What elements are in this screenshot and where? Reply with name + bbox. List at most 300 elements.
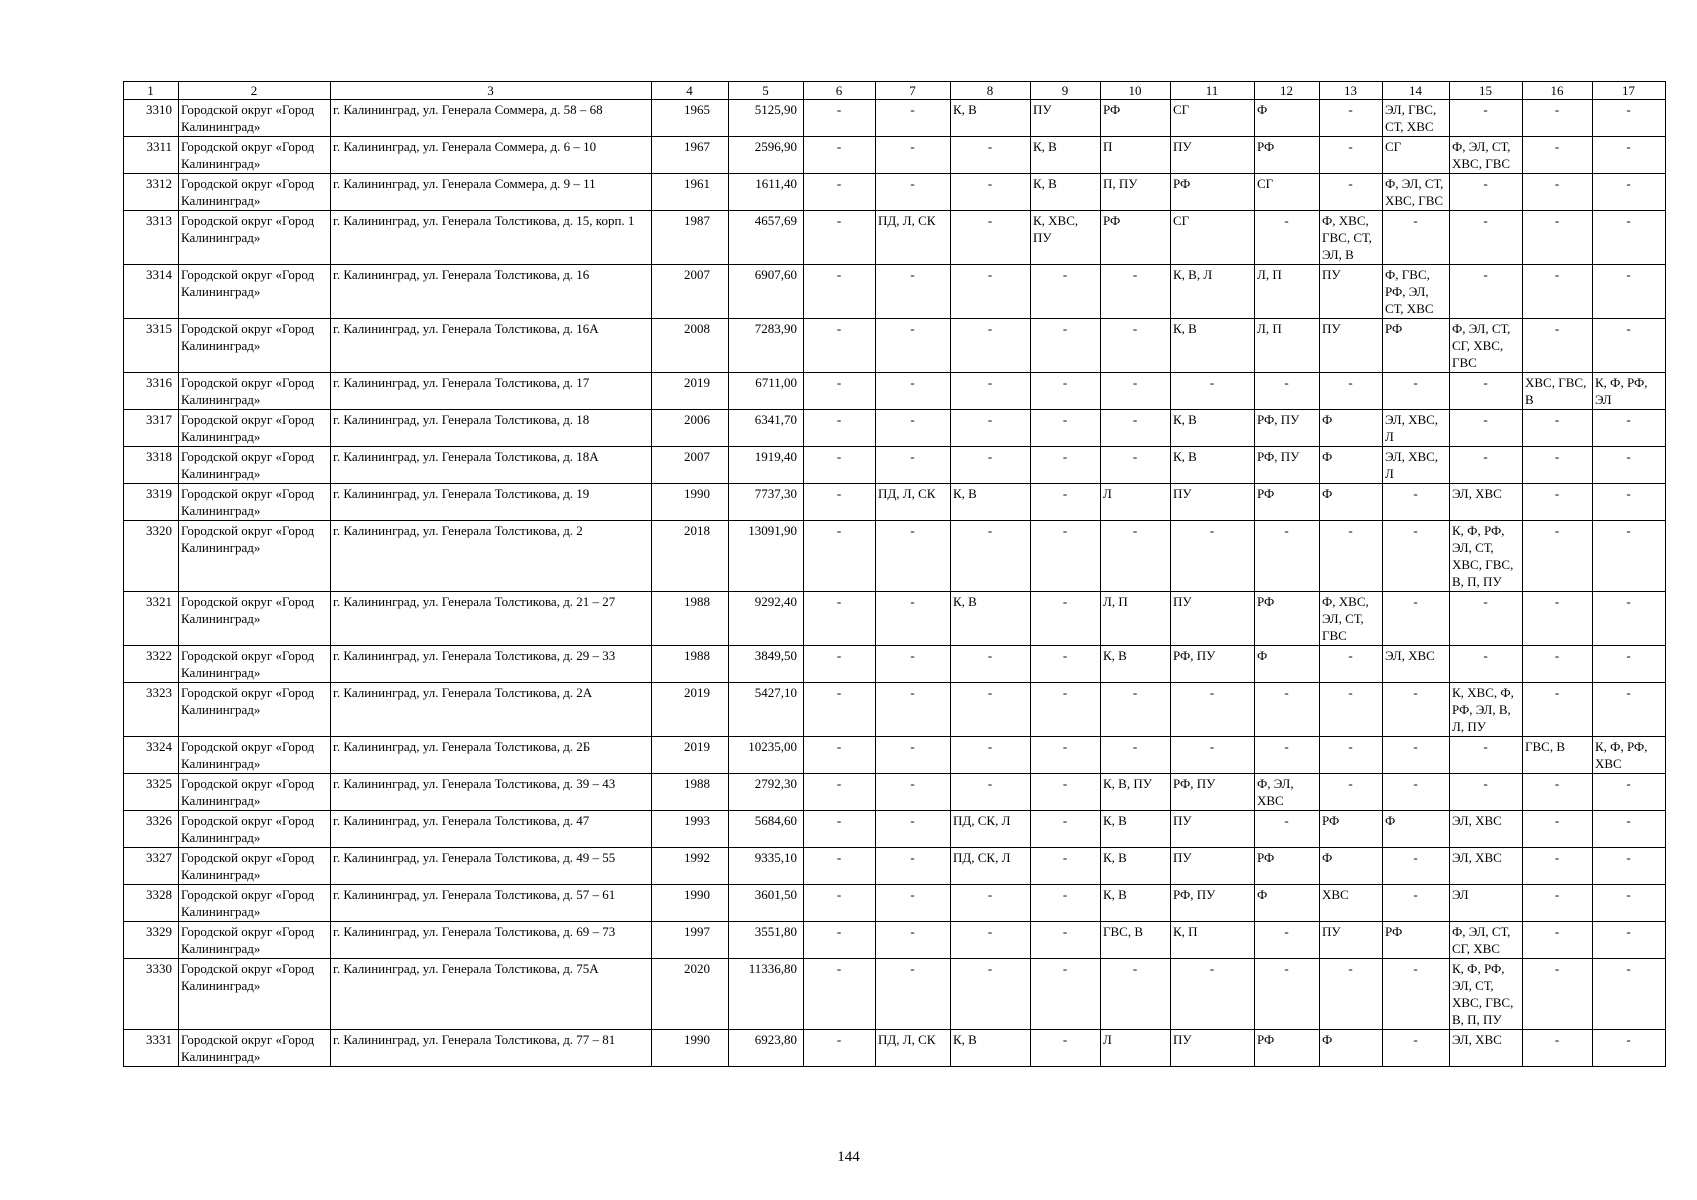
table-cell: - bbox=[1383, 774, 1450, 811]
table-cell: - bbox=[1320, 683, 1383, 737]
table-cell: 3331 bbox=[124, 1030, 179, 1067]
table-cell: 1990 bbox=[652, 1030, 729, 1067]
column-number: 12 bbox=[1255, 82, 1320, 100]
table-cell: - bbox=[1523, 646, 1593, 683]
table-cell: ЭЛ, ХВС bbox=[1450, 848, 1523, 885]
table-cell: РФ, ПУ bbox=[1255, 410, 1320, 447]
table-cell: - bbox=[1255, 211, 1320, 265]
table-cell: - bbox=[1523, 811, 1593, 848]
table-cell: К, В bbox=[951, 592, 1031, 646]
column-number: 7 bbox=[876, 82, 951, 100]
table-cell: - bbox=[1031, 959, 1101, 1030]
table-cell: г. Калининград, ул. Генерала Толстикова, д. 18 bbox=[331, 410, 652, 447]
table-cell: - bbox=[951, 211, 1031, 265]
table-cell: Л bbox=[1101, 1030, 1171, 1067]
table-row bbox=[124, 848, 1666, 885]
table-cell: Л, П bbox=[1101, 592, 1171, 646]
table-cell: Ф, ЭЛ, ХВС bbox=[1255, 774, 1320, 811]
table-cell: - bbox=[1450, 737, 1523, 774]
table-cell: - bbox=[951, 885, 1031, 922]
table-cell: - bbox=[1031, 885, 1101, 922]
table-cell: - bbox=[876, 592, 951, 646]
table-cell: - bbox=[1593, 774, 1666, 811]
table-cell: - bbox=[1031, 373, 1101, 410]
table-cell: - bbox=[1450, 265, 1523, 319]
table-cell: ПД, Л, СК bbox=[876, 484, 951, 521]
table-row bbox=[124, 447, 1666, 484]
table-cell: 3311 bbox=[124, 137, 179, 174]
table-cell: ПУ bbox=[1320, 922, 1383, 959]
table-cell: К, В bbox=[1171, 447, 1255, 484]
table-cell: РФ bbox=[1255, 137, 1320, 174]
table-cell: - bbox=[1255, 737, 1320, 774]
table-cell: - bbox=[1031, 319, 1101, 373]
table-cell: - bbox=[876, 774, 951, 811]
table-cell: 3601,50 bbox=[729, 885, 804, 922]
table-cell: - bbox=[1593, 646, 1666, 683]
table-cell: 7283,90 bbox=[729, 319, 804, 373]
table-row bbox=[124, 484, 1666, 521]
table-cell: г. Калининград, ул. Генерала Толстикова, д. 29 – 33 bbox=[331, 646, 652, 683]
table-cell: Городской округ «Город Калининград» bbox=[179, 592, 331, 646]
table-cell: - bbox=[804, 811, 876, 848]
table-cell: - bbox=[1255, 373, 1320, 410]
table-cell: РФ bbox=[1255, 1030, 1320, 1067]
table-cell: РФ bbox=[1101, 211, 1171, 265]
table-cell: 2019 bbox=[652, 373, 729, 410]
table-cell: ПД, Л, СК bbox=[876, 211, 951, 265]
table-cell: Городской округ «Город Калининград» bbox=[179, 484, 331, 521]
table-cell: г. Калининград, ул. Генерала Толстикова, д. 75А bbox=[331, 959, 652, 1030]
table-cell: - bbox=[1101, 265, 1171, 319]
table-cell: г. Калининград, ул. Генерала Толстикова, д. 39 – 43 bbox=[331, 774, 652, 811]
table-cell: г. Калининград, ул. Генерала Толстикова, д. 16 bbox=[331, 265, 652, 319]
table-cell: - bbox=[876, 319, 951, 373]
table-cell: - bbox=[1450, 373, 1523, 410]
table-cell: - bbox=[1031, 811, 1101, 848]
table-cell: ПУ bbox=[1031, 100, 1101, 137]
table-cell: - bbox=[951, 265, 1031, 319]
table-cell: 6923,80 bbox=[729, 1030, 804, 1067]
table-cell: Городской округ «Город Калининград» bbox=[179, 100, 331, 137]
table-cell: 3329 bbox=[124, 922, 179, 959]
table-cell: 1988 bbox=[652, 774, 729, 811]
table-cell: - bbox=[1031, 848, 1101, 885]
table-cell: - bbox=[1383, 373, 1450, 410]
table-cell: ПУ bbox=[1171, 137, 1255, 174]
table-cell: - bbox=[1523, 683, 1593, 737]
table-cell: - bbox=[951, 683, 1031, 737]
table-row bbox=[124, 1030, 1666, 1067]
table-cell: - bbox=[1383, 737, 1450, 774]
table-cell: К, ХВС, Ф, РФ, ЭЛ, В, Л, ПУ bbox=[1450, 683, 1523, 737]
table-cell: - bbox=[1593, 885, 1666, 922]
table-cell: - bbox=[951, 373, 1031, 410]
table-cell: 3310 bbox=[124, 100, 179, 137]
table-cell: г. Калининград, ул. Генерала Толстикова, д. 47 bbox=[331, 811, 652, 848]
table-cell: - bbox=[1523, 848, 1593, 885]
table-cell: - bbox=[804, 646, 876, 683]
table-cell: - bbox=[1523, 774, 1593, 811]
table-cell: - bbox=[951, 737, 1031, 774]
table-cell: 2006 bbox=[652, 410, 729, 447]
table-cell: - bbox=[1320, 959, 1383, 1030]
table-cell: Ф bbox=[1320, 447, 1383, 484]
column-number: 14 bbox=[1383, 82, 1450, 100]
table-cell: Городской округ «Город Калининград» bbox=[179, 683, 331, 737]
table-row bbox=[124, 811, 1666, 848]
table-cell: - bbox=[1383, 521, 1450, 592]
table-cell: - bbox=[1383, 211, 1450, 265]
table-row bbox=[124, 959, 1666, 1030]
table-cell: РФ bbox=[1255, 848, 1320, 885]
table-cell: 7737,30 bbox=[729, 484, 804, 521]
table-cell: Ф bbox=[1255, 100, 1320, 137]
table-cell: К, В bbox=[1171, 410, 1255, 447]
table-cell: 2792,30 bbox=[729, 774, 804, 811]
table-cell: - bbox=[1101, 447, 1171, 484]
table-cell: 1961 bbox=[652, 174, 729, 211]
table-cell: 3324 bbox=[124, 737, 179, 774]
table-cell: Городской округ «Город Калининград» bbox=[179, 447, 331, 484]
table-cell: - bbox=[804, 1030, 876, 1067]
table-cell: - bbox=[1383, 683, 1450, 737]
table-cell: 1988 bbox=[652, 592, 729, 646]
table-cell: - bbox=[1320, 521, 1383, 592]
table-cell: - bbox=[1523, 592, 1593, 646]
table-cell: - bbox=[1320, 646, 1383, 683]
table-cell: К, ХВС, ПУ bbox=[1031, 211, 1101, 265]
table-cell: 4657,69 bbox=[729, 211, 804, 265]
table-cell: - bbox=[876, 100, 951, 137]
table-cell: - bbox=[1031, 683, 1101, 737]
table-cell: 3313 bbox=[124, 211, 179, 265]
table-cell: - bbox=[1450, 100, 1523, 137]
table-cell: - bbox=[876, 521, 951, 592]
table-cell: Ф bbox=[1320, 410, 1383, 447]
table-cell: - bbox=[1031, 737, 1101, 774]
table-cell: - bbox=[1031, 447, 1101, 484]
table-cell: 6907,60 bbox=[729, 265, 804, 319]
table-cell: РФ bbox=[1383, 319, 1450, 373]
table-cell: - bbox=[1031, 484, 1101, 521]
table-cell: К, В bbox=[1101, 885, 1171, 922]
table-cell: - bbox=[1031, 592, 1101, 646]
table-cell: 3328 bbox=[124, 885, 179, 922]
table-cell: - bbox=[1523, 211, 1593, 265]
table-cell: - bbox=[1255, 811, 1320, 848]
table-cell: РФ, ПУ bbox=[1171, 774, 1255, 811]
table-cell: К, В bbox=[1171, 319, 1255, 373]
table-cell: г. Калининград, ул. Генерала Соммера, д. 6 – 10 bbox=[331, 137, 652, 174]
table-cell: г. Калининград, ул. Генерала Толстикова, д. 16А bbox=[331, 319, 652, 373]
table-cell: К, В bbox=[1101, 646, 1171, 683]
table-cell: 3320 bbox=[124, 521, 179, 592]
table-cell: ПУ bbox=[1171, 848, 1255, 885]
table-cell: К, В bbox=[1031, 174, 1101, 211]
table-cell: - bbox=[1450, 447, 1523, 484]
table-cell: г. Калининград, ул. Генерала Толстикова, д. 69 – 73 bbox=[331, 922, 652, 959]
table-cell: - bbox=[1593, 484, 1666, 521]
table-cell: Ф bbox=[1383, 811, 1450, 848]
table-row bbox=[124, 137, 1666, 174]
table-cell: ЭЛ, ХВС bbox=[1450, 484, 1523, 521]
table-cell: - bbox=[876, 811, 951, 848]
table-cell: Городской округ «Город Калининград» bbox=[179, 646, 331, 683]
table-cell: РФ bbox=[1320, 811, 1383, 848]
table-row bbox=[124, 646, 1666, 683]
table-cell: Городской округ «Город Калининград» bbox=[179, 174, 331, 211]
table-cell: К, Ф, РФ, ХВС bbox=[1593, 737, 1666, 774]
table-cell: П, ПУ bbox=[1101, 174, 1171, 211]
table-cell: - bbox=[1593, 410, 1666, 447]
table-cell: - bbox=[1593, 683, 1666, 737]
table-cell: - bbox=[1593, 211, 1666, 265]
table-cell: - bbox=[1450, 211, 1523, 265]
table-cell: 10235,00 bbox=[729, 737, 804, 774]
table-cell: СГ bbox=[1255, 174, 1320, 211]
table-cell: ЭЛ bbox=[1450, 885, 1523, 922]
table-cell: 1967 bbox=[652, 137, 729, 174]
table-cell: Ф, ХВС, ГВС, СТ, ЭЛ, В bbox=[1320, 211, 1383, 265]
table-cell: - bbox=[804, 319, 876, 373]
table-cell: 2018 bbox=[652, 521, 729, 592]
table-row bbox=[124, 174, 1666, 211]
table-row bbox=[124, 774, 1666, 811]
table-cell: РФ bbox=[1383, 922, 1450, 959]
table-cell: - bbox=[1523, 319, 1593, 373]
table-cell: 1990 bbox=[652, 885, 729, 922]
table-cell: К, Ф, РФ, ЭЛ, СТ, ХВС, ГВС, В, П, ПУ bbox=[1450, 521, 1523, 592]
table-cell: - bbox=[1255, 683, 1320, 737]
table-row bbox=[124, 211, 1666, 265]
table-cell: Городской округ «Город Калининград» bbox=[179, 848, 331, 885]
table-cell: ЭЛ, ГВС, СТ, ХВС bbox=[1383, 100, 1450, 137]
table-cell: - bbox=[1593, 811, 1666, 848]
table-cell: ПУ bbox=[1171, 592, 1255, 646]
table-cell: - bbox=[876, 885, 951, 922]
table-cell: г. Калининград, ул. Генерала Толстикова, д. 21 – 27 bbox=[331, 592, 652, 646]
column-number: 8 bbox=[951, 82, 1031, 100]
table-cell: - bbox=[1171, 737, 1255, 774]
table-cell: СГ bbox=[1171, 100, 1255, 137]
table-cell: - bbox=[1450, 410, 1523, 447]
table-cell: 3327 bbox=[124, 848, 179, 885]
table-cell: 2019 bbox=[652, 683, 729, 737]
table-cell: - bbox=[804, 683, 876, 737]
table-cell: - bbox=[804, 100, 876, 137]
table-cell: К, В, Л bbox=[1171, 265, 1255, 319]
table-cell: - bbox=[876, 410, 951, 447]
table-cell: - bbox=[1031, 646, 1101, 683]
table-cell: 2008 bbox=[652, 319, 729, 373]
table-cell: - bbox=[876, 646, 951, 683]
table-cell: - bbox=[1523, 521, 1593, 592]
table-cell: - bbox=[1320, 174, 1383, 211]
table-cell: 5125,90 bbox=[729, 100, 804, 137]
column-number: 11 bbox=[1171, 82, 1255, 100]
table-cell: - bbox=[1255, 959, 1320, 1030]
table-cell: 3330 bbox=[124, 959, 179, 1030]
table-cell: 6711,00 bbox=[729, 373, 804, 410]
table-cell: - bbox=[1593, 521, 1666, 592]
table-cell: - bbox=[804, 774, 876, 811]
table-cell: - bbox=[876, 137, 951, 174]
table-cell: г. Калининград, ул. Генерала Соммера, д. 9 – 11 bbox=[331, 174, 652, 211]
table-cell: - bbox=[1593, 265, 1666, 319]
table-cell: г. Калининград, ул. Генерала Толстикова, д. 2 bbox=[331, 521, 652, 592]
table-cell: - bbox=[804, 848, 876, 885]
table-cell: ПУ bbox=[1171, 811, 1255, 848]
table-cell: Ф, ЭЛ, СТ, ХВС, ГВС bbox=[1383, 174, 1450, 211]
table-cell: 3315 bbox=[124, 319, 179, 373]
table-cell: - bbox=[951, 774, 1031, 811]
table-cell: - bbox=[1450, 646, 1523, 683]
table-cell: Городской округ «Город Калининград» bbox=[179, 521, 331, 592]
table-cell: К, В bbox=[951, 1030, 1031, 1067]
table-cell: г. Калининград, ул. Генерала Толстикова, д. 18А bbox=[331, 447, 652, 484]
table-cell: 1993 bbox=[652, 811, 729, 848]
table-cell: - bbox=[804, 922, 876, 959]
table-cell: - bbox=[1523, 137, 1593, 174]
table-cell: К, В, ПУ bbox=[1101, 774, 1171, 811]
table-cell: 1990 bbox=[652, 484, 729, 521]
table-cell: Ф, ЭЛ, СТ, СГ, ХВС bbox=[1450, 922, 1523, 959]
table-cell: г. Калининград, ул. Генерала Толстикова, д. 2Б bbox=[331, 737, 652, 774]
column-number: 17 bbox=[1593, 82, 1666, 100]
table-cell: г. Калининград, ул. Генерала Толстикова, д. 77 – 81 bbox=[331, 1030, 652, 1067]
table-cell: - bbox=[951, 959, 1031, 1030]
table-cell: - bbox=[1593, 137, 1666, 174]
table-cell: Ф, ГВС, РФ, ЭЛ, СТ, ХВС bbox=[1383, 265, 1450, 319]
table-cell: - bbox=[1593, 922, 1666, 959]
table-row bbox=[124, 521, 1666, 592]
table-cell: - bbox=[1171, 959, 1255, 1030]
table-cell: - bbox=[1450, 774, 1523, 811]
table-cell: Городской округ «Город Калининград» bbox=[179, 1030, 331, 1067]
table-cell: - bbox=[1523, 174, 1593, 211]
column-number: 6 bbox=[804, 82, 876, 100]
table-cell: ПУ bbox=[1171, 1030, 1255, 1067]
table-cell: - bbox=[1383, 959, 1450, 1030]
table-cell: Л, П bbox=[1255, 265, 1320, 319]
table-cell: ЭЛ, ХВС bbox=[1450, 811, 1523, 848]
table-cell: Городской округ «Город Калининград» bbox=[179, 885, 331, 922]
table-cell: - bbox=[1383, 885, 1450, 922]
table-cell: 9292,40 bbox=[729, 592, 804, 646]
table-cell: - bbox=[1383, 592, 1450, 646]
table-cell: Л bbox=[1101, 484, 1171, 521]
table-cell: ПД, СК, Л bbox=[951, 848, 1031, 885]
table-cell: 11336,80 bbox=[729, 959, 804, 1030]
table-cell: ПД, СК, Л bbox=[951, 811, 1031, 848]
table-row bbox=[124, 592, 1666, 646]
table-cell: - bbox=[1593, 100, 1666, 137]
table-cell: г. Калининград, ул. Генерала Толстикова, д. 19 bbox=[331, 484, 652, 521]
table-cell: - bbox=[1171, 521, 1255, 592]
table-cell: - bbox=[1320, 774, 1383, 811]
table-cell: - bbox=[1593, 1030, 1666, 1067]
table-cell: Ф, ЭЛ, СТ, ХВС, ГВС bbox=[1450, 137, 1523, 174]
table-cell: - bbox=[804, 592, 876, 646]
table-cell: ГВС, В bbox=[1523, 737, 1593, 774]
table-cell: 2596,90 bbox=[729, 137, 804, 174]
table-cell: К, В bbox=[1101, 811, 1171, 848]
table-cell: - bbox=[1101, 521, 1171, 592]
table-cell: 1965 bbox=[652, 100, 729, 137]
table-cell: Л, П bbox=[1255, 319, 1320, 373]
table-cell: Городской округ «Город Калининград» bbox=[179, 265, 331, 319]
table-cell: - bbox=[951, 646, 1031, 683]
table-cell: ПУ bbox=[1320, 265, 1383, 319]
table-cell: Городской округ «Город Калининград» bbox=[179, 319, 331, 373]
table-cell: - bbox=[804, 737, 876, 774]
table-cell: - bbox=[1171, 683, 1255, 737]
table-cell: - bbox=[1450, 174, 1523, 211]
table-row bbox=[124, 319, 1666, 373]
table-cell: 1997 bbox=[652, 922, 729, 959]
table-cell: РФ bbox=[1255, 592, 1320, 646]
table-cell: К, В bbox=[1101, 848, 1171, 885]
table-cell: - bbox=[1101, 683, 1171, 737]
table-cell: ХВС, ГВС, В bbox=[1523, 373, 1593, 410]
table-cell: 3323 bbox=[124, 683, 179, 737]
table-cell: - bbox=[1383, 848, 1450, 885]
table-cell: - bbox=[1523, 885, 1593, 922]
table-cell: СГ bbox=[1383, 137, 1450, 174]
table-cell: - bbox=[804, 373, 876, 410]
table-cell: - bbox=[951, 922, 1031, 959]
table-cell: К, П bbox=[1171, 922, 1255, 959]
table-cell: 13091,90 bbox=[729, 521, 804, 592]
table-cell: - bbox=[1523, 922, 1593, 959]
table-cell: г. Калининград, ул. Генерала Толстикова, д. 57 – 61 bbox=[331, 885, 652, 922]
table-row bbox=[124, 683, 1666, 737]
table-cell: Городской округ «Город Калининград» bbox=[179, 137, 331, 174]
table-cell: Городской округ «Город Калининград» bbox=[179, 410, 331, 447]
table-cell: ПУ bbox=[1171, 484, 1255, 521]
table-cell: К, Ф, РФ, ЭЛ bbox=[1593, 373, 1666, 410]
table-cell: г. Калининград, ул. Генерала Толстикова, д. 2А bbox=[331, 683, 652, 737]
table-cell: - bbox=[876, 373, 951, 410]
table-cell: Городской округ «Город Калининград» bbox=[179, 774, 331, 811]
table-cell: - bbox=[804, 521, 876, 592]
column-number: 10 bbox=[1101, 82, 1171, 100]
table-cell: - bbox=[1593, 319, 1666, 373]
table-cell: 3322 bbox=[124, 646, 179, 683]
table-cell: 2020 bbox=[652, 959, 729, 1030]
table-cell: Ф, ЭЛ, СТ, СГ, ХВС, ГВС bbox=[1450, 319, 1523, 373]
table-cell: РФ bbox=[1255, 484, 1320, 521]
table-cell: 5427,10 bbox=[729, 683, 804, 737]
table-cell: - bbox=[951, 410, 1031, 447]
table-cell: РФ, ПУ bbox=[1171, 885, 1255, 922]
table-cell: ЭЛ, ХВС bbox=[1450, 1030, 1523, 1067]
table-cell: - bbox=[876, 737, 951, 774]
table-cell: - bbox=[1031, 265, 1101, 319]
table-cell: - bbox=[1320, 737, 1383, 774]
column-number: 13 bbox=[1320, 82, 1383, 100]
table-cell: - bbox=[1255, 922, 1320, 959]
table-cell: Городской округ «Город Калининград» bbox=[179, 211, 331, 265]
table-cell: - bbox=[876, 922, 951, 959]
table-cell: - bbox=[804, 137, 876, 174]
table-cell: 5684,60 bbox=[729, 811, 804, 848]
table-cell: - bbox=[804, 447, 876, 484]
table-cell: - bbox=[951, 447, 1031, 484]
table-cell: 3319 bbox=[124, 484, 179, 521]
table-cell: Городской округ «Город Калининград» bbox=[179, 737, 331, 774]
